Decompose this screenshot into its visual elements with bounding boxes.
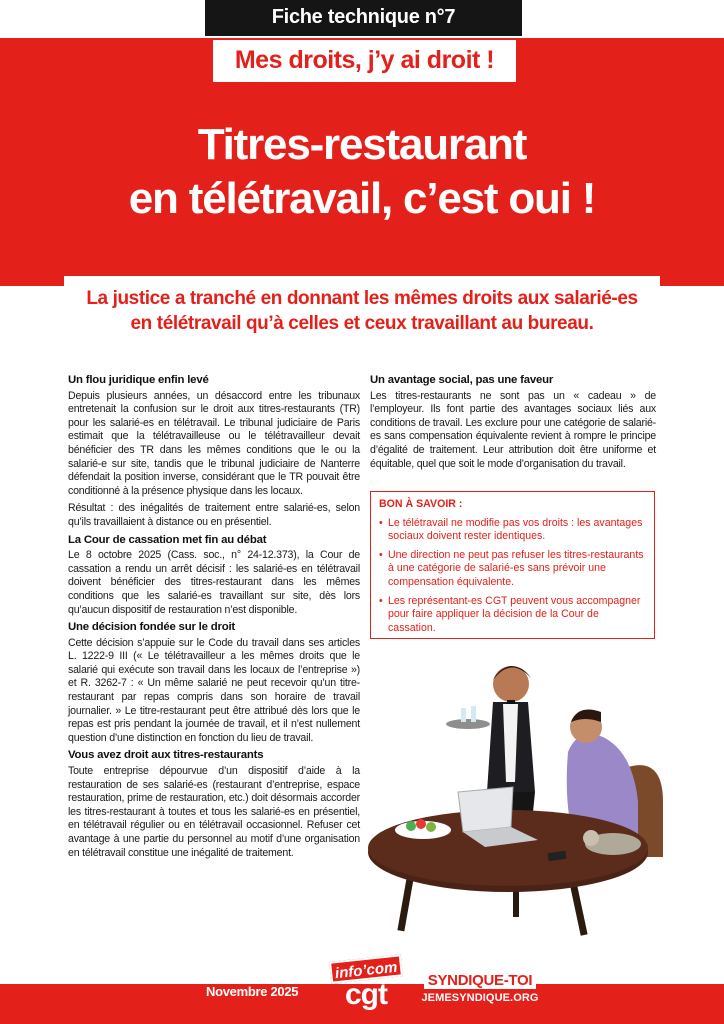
section-vous-avez-droit (68, 749, 360, 860)
list-item: • Les représentant-es CGT peuvent vous accompagner pour faire appliquer la décision de la Cour de cassation. (379, 595, 646, 636)
title-line-1: Titres-restaurant (197, 120, 527, 169)
waiter-teleworker-illustration (363, 642, 683, 942)
section-avantage-social (370, 374, 656, 471)
left-column (68, 374, 360, 864)
logo-top-text: info’com (329, 954, 403, 983)
section-heading: Un avantage social, pas une faveur (370, 374, 554, 386)
slogan: Mes droits, j’y ai droit ! (213, 40, 516, 82)
section-decision-fondee (68, 621, 360, 745)
syndique-toi-label: SYNDIQUE-TOI (424, 972, 536, 989)
paragraph: Résultat : des inégalités de traitement entre salarié-es, selon qu’ils travaillaient à distance ou en présentiel. (68, 502, 360, 528)
website-link[interactable]: JEMESYNDIQUE.ORG (421, 992, 539, 1004)
title-line-2: en télétravail, c’est oui ! (128, 174, 596, 223)
section-heading: Un flou juridique enfin levé (68, 374, 209, 386)
section-heading: Une décision fondée sur le droit (68, 621, 236, 634)
bon-a-savoir-box (370, 491, 655, 639)
right-column (370, 374, 656, 475)
footer-cta (420, 972, 540, 1004)
bon-a-savoir-title: BON À SAVOIR : (379, 498, 463, 510)
subtitle-line-2: en télétravail qu’à celles et ceux travaillant au bureau. (130, 313, 594, 334)
paragraph: Le 8 octobre 2025 (Cass. soc., n° 24-12.373), la Cour de cassation a rendu un arrêt décisif : les salarié-es en télétravail doivent bénéficier des titres-restaurant dans les mêmes conditions que les salarié-es travaillant sur site, dès lors qu’aucun dispositif de restauration n’est disponible. (68, 549, 360, 616)
fiche-number-tab: Fiche technique n°7 (205, 0, 522, 36)
infocom-cgt-logo (326, 956, 406, 1018)
section-cour-de-cassation (68, 534, 360, 618)
logo-bottom-text: cgt (345, 978, 387, 1011)
paragraph: Les titres-restaurants ne sont pas un « cadeau » de l’employeur. Ils font partie des avantages sociaux liés aux conditions de travail. Les exclure pour une catégorie de salarié-es sans compensation équivalente revient à rompre le principe d’égalité de traitement. Leur attribution doit être uniforme et équitable, quel que soit le mode d’organisation du travail. (370, 389, 656, 470)
paragraph: Cette décision s’appuie sur le Code du travail dans ses articles L. 1222-9 III (« Le télétravailleur a les mêmes droits que le salarié qui exécute son travail dans les locaux de l’entreprise ») et R. 3262-7 : « Un même salarié ne peut recevoir qu’un titre-restaurant par repas compris dans son horaire de travail journalier. » Le titre-restaurant peut être attribué dès lors que le repas est pris pendant la journée de travail, et il n’est nullement question d’une distinction en fonction du lieu de travail. (68, 636, 360, 744)
page-title (0, 118, 724, 226)
section-flou-juridique (68, 374, 360, 530)
section-heading: La Cour de cassation met fin au débat (68, 533, 267, 546)
publication-date: Novembre 2025 (206, 984, 299, 999)
bon-a-savoir-list (379, 517, 646, 636)
paragraph: Depuis plusieurs années, un désaccord entre les tribunaux entretenait la confusion sur le droit aux titres-restaurants (TR) pour les salarié-es en télétravail. Le tribunal judiciaire de Paris estimait que la télétravailleuse ou le télétravailleur devait bénéficier des TR dans les mêmes conditions que le ou la salarié-e sur site, tandis que le tribunal judiciaire de Nanterre défendait la position inverse, considérant que le TR pouvait être conditionné à la présence physique dans les locaux. (68, 389, 360, 497)
list-item: • Le télétravail ne modifie pas vos droits : les avantages sociaux doivent rester identiques. (379, 517, 646, 544)
subtitle (64, 276, 660, 346)
section-heading: Vous avez droit aux titres-restaurants (68, 749, 264, 762)
list-item: • Une direction ne peut pas refuser les titres-restaurants à une catégorie de salarié-es sans prévoir une compensation équivalente. (379, 549, 646, 590)
subtitle-line-1: La justice a tranché en donnant les mêmes droits aux salarié-es (86, 288, 638, 309)
paragraph: Toute entreprise dépourvue d’un dispositif d’aide à la restauration de ses salarié-es (restaurant d’entreprise, espace restauration, prime de restauration, etc.) doit désormais accorder les titres-restaurant à toutes et tous les salarié-es en présentiel, en télétravail régulier ou en télétravail occasionnel. Refuser cet avantage à une partie du personnel au motif d’une organisation en télétravail constitue une inégalité de traitement. (68, 765, 360, 859)
